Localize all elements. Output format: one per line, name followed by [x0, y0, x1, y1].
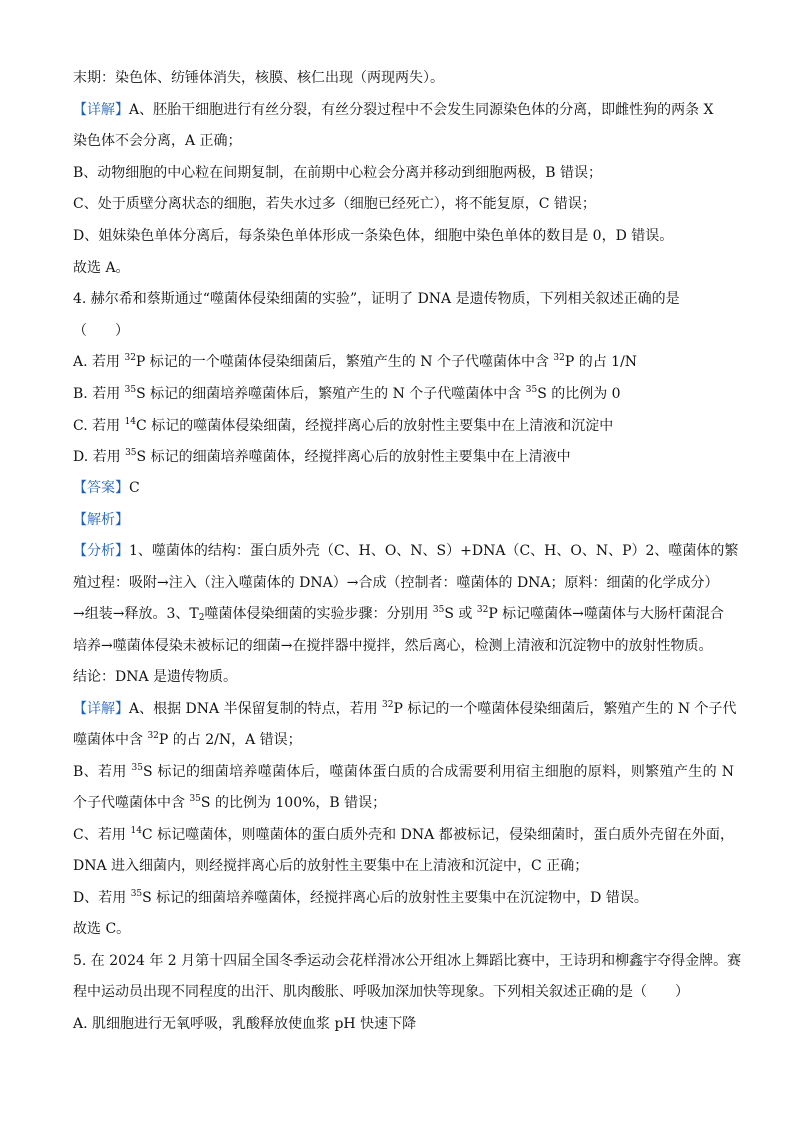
text-line — [73, 226, 734, 246]
text-segment: 染色体不会分离，A 正确； — [73, 133, 242, 149]
text-line — [73, 289, 734, 309]
text-segment: 个子代噬菌体中含 — [73, 795, 190, 811]
text-segment: （ ） — [73, 323, 129, 339]
text-line — [73, 510, 734, 530]
text-segment: B、若用 — [73, 764, 132, 780]
text-line — [73, 699, 737, 719]
text-segment: DNA 进入细菌内，则经搅拌离心后的放射性主要集中在上清液和沉淀中，C 正确； — [73, 858, 589, 874]
text-line — [73, 636, 734, 656]
isotope-superscript: 14 — [124, 417, 137, 427]
text-line — [73, 384, 734, 404]
text-segment: S 标记的细菌培养噬菌体后，噬菌体蛋白质的合成需要利用宿主细胞的原料，则繁殖产生的 N — [142, 764, 734, 780]
text-segment: C、若用 — [73, 827, 131, 843]
text-segment: D、若用 — [73, 890, 131, 906]
isotope-superscript: 35 — [131, 763, 143, 773]
isotope-superscript: 35 — [124, 385, 137, 395]
text-line — [73, 258, 734, 278]
text-line — [73, 68, 734, 88]
text-line — [73, 416, 734, 436]
text-segment: A、根据 DNA 半保留复制的特点，若用 — [129, 701, 383, 717]
text-segment: S 或 — [444, 606, 477, 622]
text-line — [73, 478, 734, 498]
text-segment: P 的占 2/N，A 错误； — [158, 732, 302, 748]
text-segment: P 标记的一个噬菌体侵染细菌后，繁殖产生的 N 个子代噬菌体中含 — [135, 354, 554, 370]
text-line — [73, 793, 734, 813]
text-line — [73, 982, 734, 1002]
text-segment: 噬菌体侵染细菌的实验步骤：分别用 — [204, 606, 433, 622]
text-line — [73, 447, 734, 467]
text-segment: S 标记的细菌培养噬菌体后，繁殖产生的 N 个子代噬菌体中含 — [136, 386, 526, 402]
text-segment: A、胚胎干细胞进行有丝分裂，有丝分裂过程中不会发生同源染色体的分离，即雌性狗的两条 X — [129, 102, 714, 118]
isotope-superscript: 32 — [553, 353, 565, 363]
text-segment: S 的比例为 0 — [537, 386, 621, 402]
text-segment: C — [129, 480, 140, 496]
subscript: 2 — [198, 613, 205, 623]
text-line — [73, 131, 734, 151]
text-segment: 5. 在 2024 年 2 月第十四届全国冬季运动会花样滑冰公开组冰上舞蹈比赛中，王诗玥和柳鑫宇夺得金牌。赛 — [73, 953, 742, 969]
text-line — [73, 573, 734, 593]
text-segment: P 标记的一个噬菌体侵染细菌后，繁殖产生的 N 个子代 — [393, 701, 737, 717]
text-line — [73, 730, 734, 750]
section-tag: 【详解】 — [73, 701, 129, 717]
text-segment: C、处于质壁分离状态的细胞，若失水过多（细胞已经死亡），将不能复原，C 错误； — [73, 196, 596, 212]
text-segment: 结论：DNA 是遗传物质。 — [73, 669, 238, 685]
text-segment: 程中运动员出现不同程度的出汗、肌肉酸胀、呼吸加深加快等现象。下列相关叙述正确的是（ ） — [73, 984, 689, 1000]
text-segment: P 的占 1/N — [564, 354, 638, 370]
text-line — [73, 1014, 734, 1034]
text-line — [73, 825, 734, 845]
text-segment: 故选 C。 — [73, 921, 131, 937]
isotope-superscript: 35 — [125, 448, 137, 458]
isotope-superscript: 35 — [189, 794, 201, 804]
text-segment: P 标记噬菌体→噬菌体与大肠杆菌混合 — [488, 606, 724, 622]
text-line — [73, 541, 739, 561]
isotope-superscript: 35 — [525, 385, 538, 395]
text-line — [73, 321, 734, 341]
isotope-superscript: 35 — [130, 889, 143, 899]
text-segment: D. 若用 — [73, 449, 126, 465]
text-segment: D、姐妹染色单体分离后，每条染色单体形成一条染色体，细胞中染色单体的数目是 0，D 错误。 — [73, 228, 674, 244]
text-segment: →组装→释放。3、T — [73, 606, 199, 622]
text-line — [73, 604, 734, 624]
text-segment: C 标记噬菌体，则噬菌体的蛋白质外壳和 DNA 都被标记，侵染细菌时，蛋白质外壳留在外面， — [141, 827, 734, 843]
text-segment: B、动物细胞的中心粒在间期复制，在前期中心粒会分离并移动到细胞两极，B 错误； — [73, 165, 603, 181]
section-tag: 【分析】 — [73, 543, 129, 559]
text-line — [73, 194, 734, 214]
text-line — [73, 951, 742, 971]
text-segment: S 标记的细菌培养噬菌体，经搅拌离心后的放射性主要集中在上清液中 — [136, 449, 571, 465]
text-segment: S 标记的细菌培养噬菌体，经搅拌离心后的放射性主要集中在沉淀物中，D 错误。 — [142, 890, 648, 906]
text-segment: 末期：染色体、纺锤体消失，核膜、核仁出现（两现两失）。 — [73, 70, 444, 86]
isotope-superscript: 14 — [130, 826, 142, 836]
isotope-superscript: 32 — [124, 353, 136, 363]
text-line — [73, 856, 734, 876]
text-segment: A. 肌细胞进行无氧呼吸，乳酸释放使血浆 pH 快速下降 — [73, 1016, 417, 1032]
text-segment: S 的比例为 100%，B 错误； — [200, 795, 387, 811]
isotope-superscript: 35 — [432, 605, 445, 615]
section-tag: 【答案】 — [73, 480, 129, 496]
text-segment: 1、噬菌体的结构：蛋白质外壳（C、H、O、N、S）+DNA（C、H、O、N、P）2、噬菌体的繁 — [129, 543, 739, 559]
text-segment: C 标记的噬菌体侵染细菌，经搅拌离心后的放射性主要集中在上清液和沉淀中 — [136, 418, 614, 434]
text-segment: A. 若用 — [73, 354, 125, 370]
text-line — [73, 762, 734, 782]
isotope-superscript: 32 — [476, 605, 489, 615]
text-line — [73, 888, 734, 908]
section-tag: 【详解】 — [73, 102, 129, 118]
text-segment: 4. 赫尔希和蔡斯通过“噬菌体侵染细菌的实验”，证明了 DNA 是遗传物质，下列相关叙述正确的是 — [73, 291, 680, 307]
isotope-superscript: 32 — [147, 731, 159, 741]
text-line — [73, 352, 734, 372]
text-line — [73, 919, 734, 939]
isotope-superscript: 32 — [382, 700, 394, 710]
text-segment: B. 若用 — [73, 386, 125, 402]
text-line — [73, 100, 734, 120]
text-segment: 故选 A。 — [73, 260, 130, 276]
section-tag: 【解析】 — [73, 512, 129, 528]
text-segment: 噬菌体中含 — [73, 732, 148, 748]
text-line — [73, 667, 734, 687]
text-segment: 殖过程：吸附→注入（注入噬菌体的 DNA）→合成（控制者：噬菌体的 DNA；原料：细菌的化学成分） — [73, 575, 719, 591]
text-segment: C. 若用 — [73, 418, 125, 434]
text-line — [73, 163, 734, 183]
text-segment: 培养→噬菌体侵染未被标记的细菌→在搅拌器中搅拌，然后离心，检测上清液和沉淀物中的放射性物质。 — [73, 638, 713, 654]
